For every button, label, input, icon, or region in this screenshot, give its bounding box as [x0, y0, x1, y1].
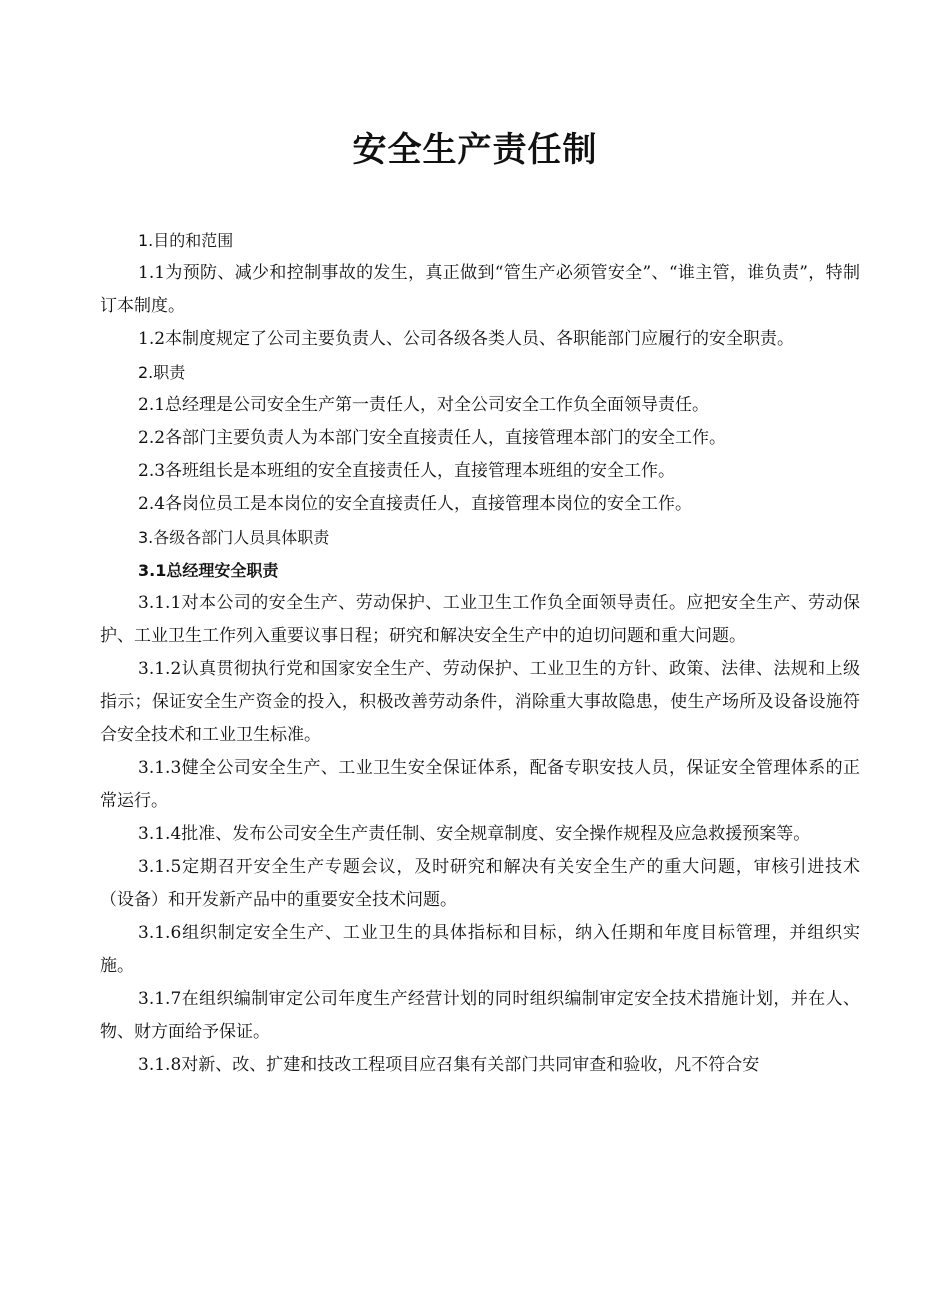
- paragraph-1-2: 1.2本制度规定了公司主要负责人、公司各级各类人员、各职能部门应履行的安全职责。: [138, 329, 795, 349]
- paragraph-3-1-6: 3.1.6组织制定安全生产、工业卫生的具体指标和目标，纳入任期和年度目标管理，并组织实施。: [100, 923, 860, 976]
- section-heading-2: 2.职责: [138, 363, 186, 382]
- paragraph-1-1: 1.1为预防、减少和控制事故的发生，真正做到“管生产必须管安全”、“谁主管，谁负责”，特制订本制度。: [100, 263, 860, 316]
- section-heading-3: 3.各级各部门人员具体职责: [138, 528, 330, 547]
- paragraph-3-1-5: 3.1.5定期召开安全生产专题会议，及时研究和解决有关安全生产的重大问题，审核引进技术（设备）和开发新产品中的重要安全技术问题。: [100, 857, 860, 910]
- document-body: [100, 224, 860, 1082]
- paragraph-3-1-8: 3.1.8对新、改、扩建和技改工程项目应召集有关部门共同审查和验收，凡不符合安: [138, 1055, 760, 1075]
- paragraph-3-1-3: 3.1.3健全公司安全生产、工业卫生安全保证体系，配备专职安技人员，保证安全管理体系的正常运行。: [100, 758, 860, 811]
- paragraph-2-1: 2.1总经理是公司安全生产第一责任人，对全公司安全工作负全面领导责任。: [138, 395, 710, 415]
- paragraph-3-1-1: 3.1.1对本公司的安全生产、劳动保护、工业卫生工作负全面领导责任。应把安全生产、劳动保护、工业卫生工作列入重要议事日程；研究和解决安全生产中的迫切问题和重大问题。: [100, 593, 860, 646]
- paragraph-3-1-7: 3.1.7在组织编制审定公司年度生产经营计划的同时组织编制审定安全技术措施计划，并在人、物、财方面给予保证。: [100, 989, 860, 1042]
- paragraph-2-4: 2.4各岗位员工是本岗位的安全直接责任人，直接管理本岗位的安全工作。: [138, 494, 693, 514]
- paragraph-2-2: 2.2各部门主要负责人为本部门安全直接责任人，直接管理本部门的安全工作。: [138, 428, 727, 448]
- paragraph-3-1-4: 3.1.4批准、发布公司安全生产责任制、安全规章制度、安全操作规程及应急救援预案等。: [138, 824, 811, 844]
- paragraph-2-3: 2.3各班组长是本班组的安全直接责任人，直接管理本班组的安全工作。: [138, 461, 676, 481]
- subsection-heading-3-1: 3.1总经理安全职责: [138, 561, 279, 580]
- document-title: 安全生产责任制: [352, 130, 598, 170]
- paragraph-3-1-2: 3.1.2认真贯彻执行党和国家安全生产、劳动保护、工业卫生的方针、政策、法律、法规和上级指示；保证安全生产资金的投入，积极改善劳动条件，消除重大事故隐患，使生产场所及设备设施符合安全技术和工业卫生标准。: [100, 659, 860, 745]
- section-heading-1: 1.目的和范围: [138, 231, 234, 250]
